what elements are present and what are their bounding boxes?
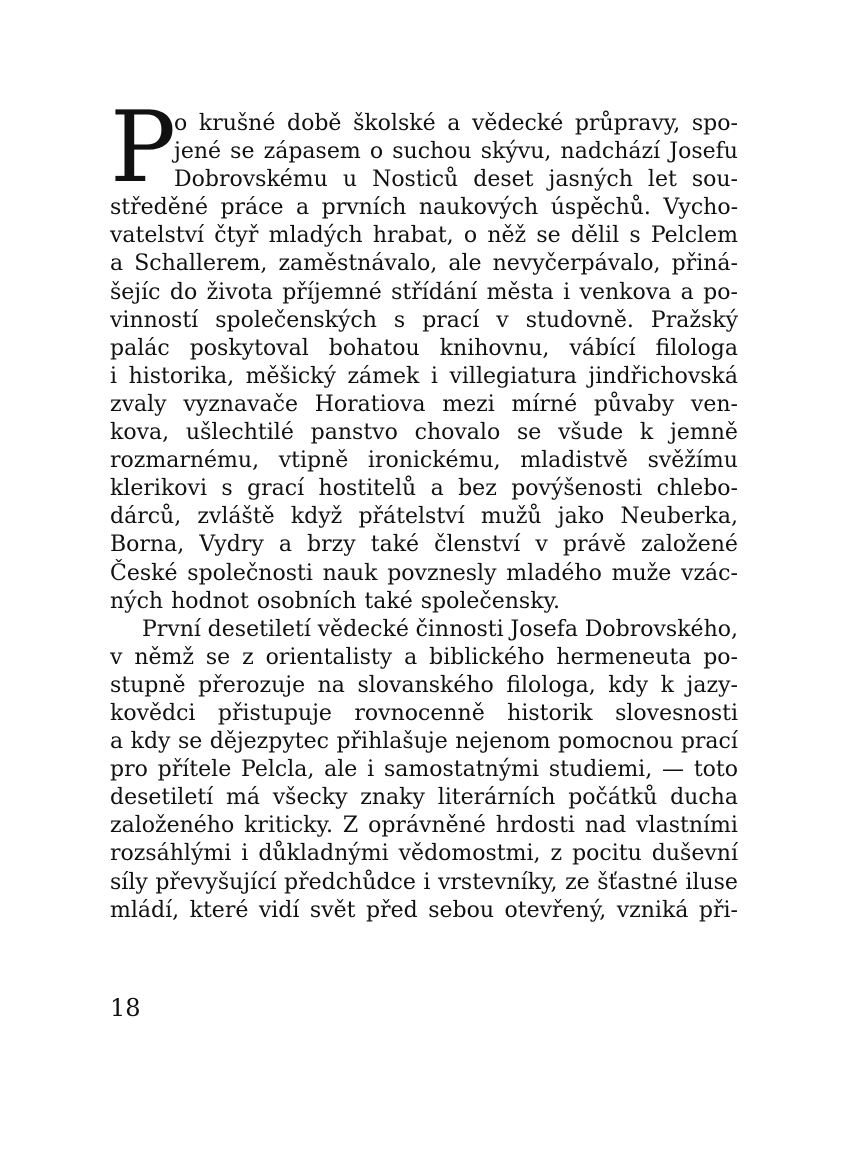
text-line: síly převyšující předchůdce i vrstevníky, ze šťastné iluse (110, 869, 738, 895)
drop-cap: P (110, 91, 176, 205)
text-line: První desetiletí vědecké činnosti Josefa Dobrovského, (142, 616, 738, 642)
text-line: a kdy se dějezpytec přihlašuje nejenom pomocnou prací (110, 729, 738, 755)
text-line: o krušné době školské a vědecké průpravy, spo- (174, 111, 738, 136)
text-line: Dobrovskému u Nosticů deset jasných let sou- (174, 167, 738, 193)
text-line: šejíc do života příjemné střídání města i venkova a po- (110, 279, 738, 305)
text-line: mládí, které vidí svět před sebou otevřený, vzniká při- (110, 897, 738, 923)
text-line: středěné práce a prvních naukových úspěchů. Vycho- (110, 195, 738, 221)
text-line: kovědci přistupuje rovnocenně historik slovesnosti (110, 700, 738, 726)
text-line: jené se zápasem o suchou skývu, nadchází Josefu (174, 139, 738, 165)
page-number: 18 (110, 994, 141, 1022)
text-line: desetiletí má všecky znaky literárních počátků ducha (110, 785, 738, 811)
text-line: dárců, zvláště když přátelství mužů jako Neuberka, (110, 504, 738, 530)
text-line: Borna, Vydry a brzy také členství v právě založené (110, 532, 738, 558)
text-line: vatelství čtyř mladých hrabat, o něž se dělil s Pelclem (110, 223, 738, 249)
text-line: klerikovi s grací hostitelů a bez povýšenosti chlebo- (110, 476, 738, 502)
text-line: palác poskytoval bohatou knihovnu, vábící filologa (110, 335, 738, 361)
text-line: kova, ušlechtilé panstvo chovalo se všude k jemně (110, 420, 738, 446)
text-line: rozsáhlými i důkladnými vědomostmi, z pocitu duševní (110, 841, 738, 867)
text-line: vinností společenských s prací v studovně. Pražský (110, 307, 738, 333)
text-line: rozmarnému, vtipně ironickému, mladistvě svěžímu (110, 448, 738, 474)
text-line: zvaly vyznavače Horatiova mezi mírné půvaby ven- (110, 391, 738, 417)
text-line: stupně přerozuje na slovanského filologa, kdy k jazy- (110, 672, 738, 698)
text-line: ných hodnot osobních také společensky. (110, 588, 561, 614)
text-line: založeného kriticky. Z oprávněné hrdosti nad vlastními (110, 813, 738, 839)
text-line: pro přítele Pelcla, ale i samostatnými studiemi, — toto (110, 757, 738, 783)
text-line: v němž se z orientalisty a biblického hermeneuta po- (110, 644, 738, 670)
text-line: České společnosti nauk povznesly mladého muže vzác- (110, 560, 738, 586)
body-text (110, 110, 738, 925)
text-line: i historika, měšický zámek i villegiatura jindřichovská (110, 363, 738, 389)
text-line: a Schallerem, zaměstnávalo, ale nevyčerpávalo, přiná- (110, 251, 738, 277)
